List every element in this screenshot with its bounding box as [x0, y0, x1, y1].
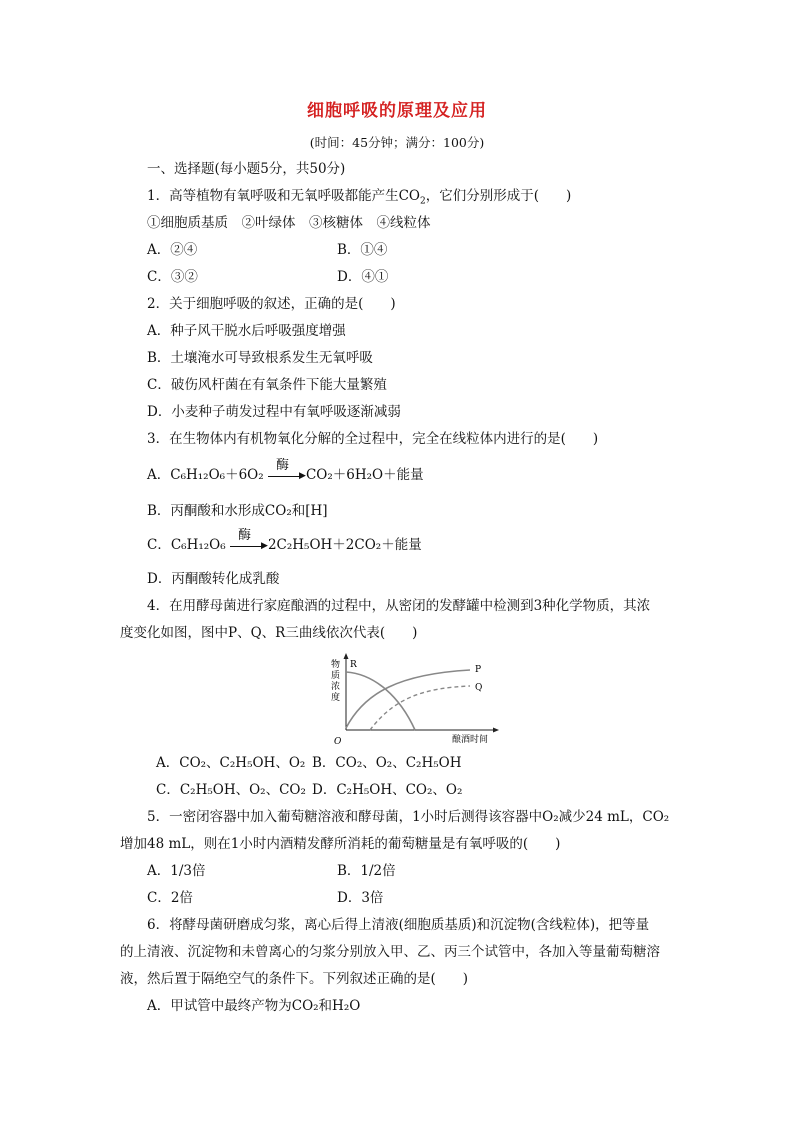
q1-stem-b: ，它们分别形成于( ) [425, 188, 572, 204]
q5-stem-line2: 增加48 mL，则在1小时内酒精发酵所消耗的葡萄糖量是有氧呼吸的( ) [120, 836, 561, 852]
y-axis-arrow-icon [344, 653, 349, 659]
q3-option-b: B．丙酮酸和水形成CO₂和[H] [147, 503, 328, 519]
q2-option-c: C．破伤风杆菌在有氧条件下能大量繁殖 [147, 377, 387, 393]
q4-option-a: A．CO₂、C₂H₅OH、O₂ [156, 755, 306, 771]
enzyme-arrow [268, 457, 306, 485]
q2-option-d: D．小麦种子萌发过程中有氧呼吸逐渐减弱 [147, 404, 401, 420]
q6-stem-line2: 的上清液、沉淀物和未曾离心的匀浆分别放入甲、乙、丙三个试管中，各加入等量葡萄糖溶 [120, 944, 660, 960]
curve-label-q: Q [475, 683, 483, 693]
q3-option-c-reactants: C．C₆H₁₂O₆ [147, 537, 226, 553]
page-subtitle: (时间：45分钟；满分：100分) [309, 135, 485, 150]
q5-option-c: C．2倍 [147, 890, 193, 906]
q3-option-a-reactants: A．C₆H₁₂O₆＋6O₂ [147, 467, 264, 483]
q1-option-a: A．②④ [147, 242, 198, 258]
ylabel-char: 浓 [331, 682, 341, 692]
concentration-figure [320, 652, 500, 746]
q1-options-line: ①细胞质基质 ②叶绿体 ③核糖体 ④线粒体 [147, 215, 431, 231]
q4-option-d: D．C₂H₅OH、CO₂、O₂ [312, 782, 463, 798]
q6-stem-line1: 6．将酵母菌研磨成匀浆，离心后得上清液(细胞质基质)和沉淀物(含线粒体)，把等量 [147, 917, 650, 933]
arrow-head-icon: ▶ [299, 470, 306, 481]
xlabel: 酿酒时间 [452, 735, 489, 745]
ylabel-char: 度 [331, 693, 341, 703]
q5-option-a: A．1/3倍 [147, 863, 206, 879]
page-title: 细胞呼吸的原理及应用 [307, 101, 487, 121]
q1-option-d: D．④① [337, 269, 389, 285]
curve-q [370, 686, 470, 730]
q1-stem [147, 187, 571, 211]
q3-option-a-products: CO₂＋6H₂O＋能量 [305, 467, 424, 483]
q6-option-a: A．甲试管中最终产物为CO₂和H₂O [147, 998, 361, 1014]
x-axis-arrow-icon [493, 728, 499, 733]
q1-option-c: C．③② [147, 269, 198, 285]
q4-stem-line2: 度变化如图，图中P、Q、R三曲线依次代表( ) [120, 625, 418, 641]
q5-stem-line1: 5．一密闭容器中加入葡萄糖溶液和酵母菌，1小时后测得该容器中O₂减少24 mL，CO₂ [147, 809, 670, 825]
curve-label-r: R [350, 660, 357, 670]
q2-option-a: A．种子风干脱水后呼吸强度增强 [147, 323, 346, 339]
q4-option-c: C．C₂H₅OH、O₂、CO₂ [156, 782, 306, 798]
arrow-head-icon: ▶ [261, 540, 268, 551]
q3-option-d: D．丙酮酸转化成乳酸 [147, 571, 280, 587]
q3-option-c-products: 2C₂H₅OH＋2CO₂＋能量 [267, 537, 422, 553]
q2-stem: 2．关于细胞呼吸的叙述，正确的是( ) [147, 296, 396, 312]
q4-option-b: B．CO₂、O₂、C₂H₅OH [312, 755, 462, 771]
section-heading: 一、选择题(每小题5分，共50分) [147, 161, 346, 177]
q3-stem: 3．在生物体内有机物氧化分解的全过程中，完全在线粒体内进行的是( ) [147, 431, 599, 447]
origin-label: O [334, 737, 342, 746]
q5-option-b: B．1/2倍 [337, 863, 396, 879]
q6-stem-line3: 液，然后置于隔绝空气的条件下。下列叙述正确的是( ) [120, 971, 469, 987]
ylabel-char: 质 [331, 671, 341, 681]
q1-stem-sub: 2 [420, 196, 426, 207]
curve-label-p: P [475, 665, 482, 675]
q3-option-a [147, 457, 424, 485]
enzyme-arrow [230, 527, 268, 555]
q5-option-d: D．3倍 [337, 890, 384, 906]
enzyme-label: 酶 [275, 457, 289, 473]
q2-option-b: B．土壤淹水可导致根系发生无氧呼吸 [147, 350, 373, 366]
enzyme-label: 酶 [237, 527, 251, 543]
q1-option-b: B．①④ [337, 242, 388, 258]
ylabel-char: 物 [331, 660, 341, 670]
q3-option-c [147, 527, 422, 555]
q1-stem-a: 1．高等植物有氧呼吸和无氧呼吸都能产生CO [147, 188, 420, 204]
q4-stem-line1: 4．在用酵母菌进行家庭酿酒的过程中，从密闭的发酵罐中检测到3种化学物质，其浓 [147, 598, 651, 614]
